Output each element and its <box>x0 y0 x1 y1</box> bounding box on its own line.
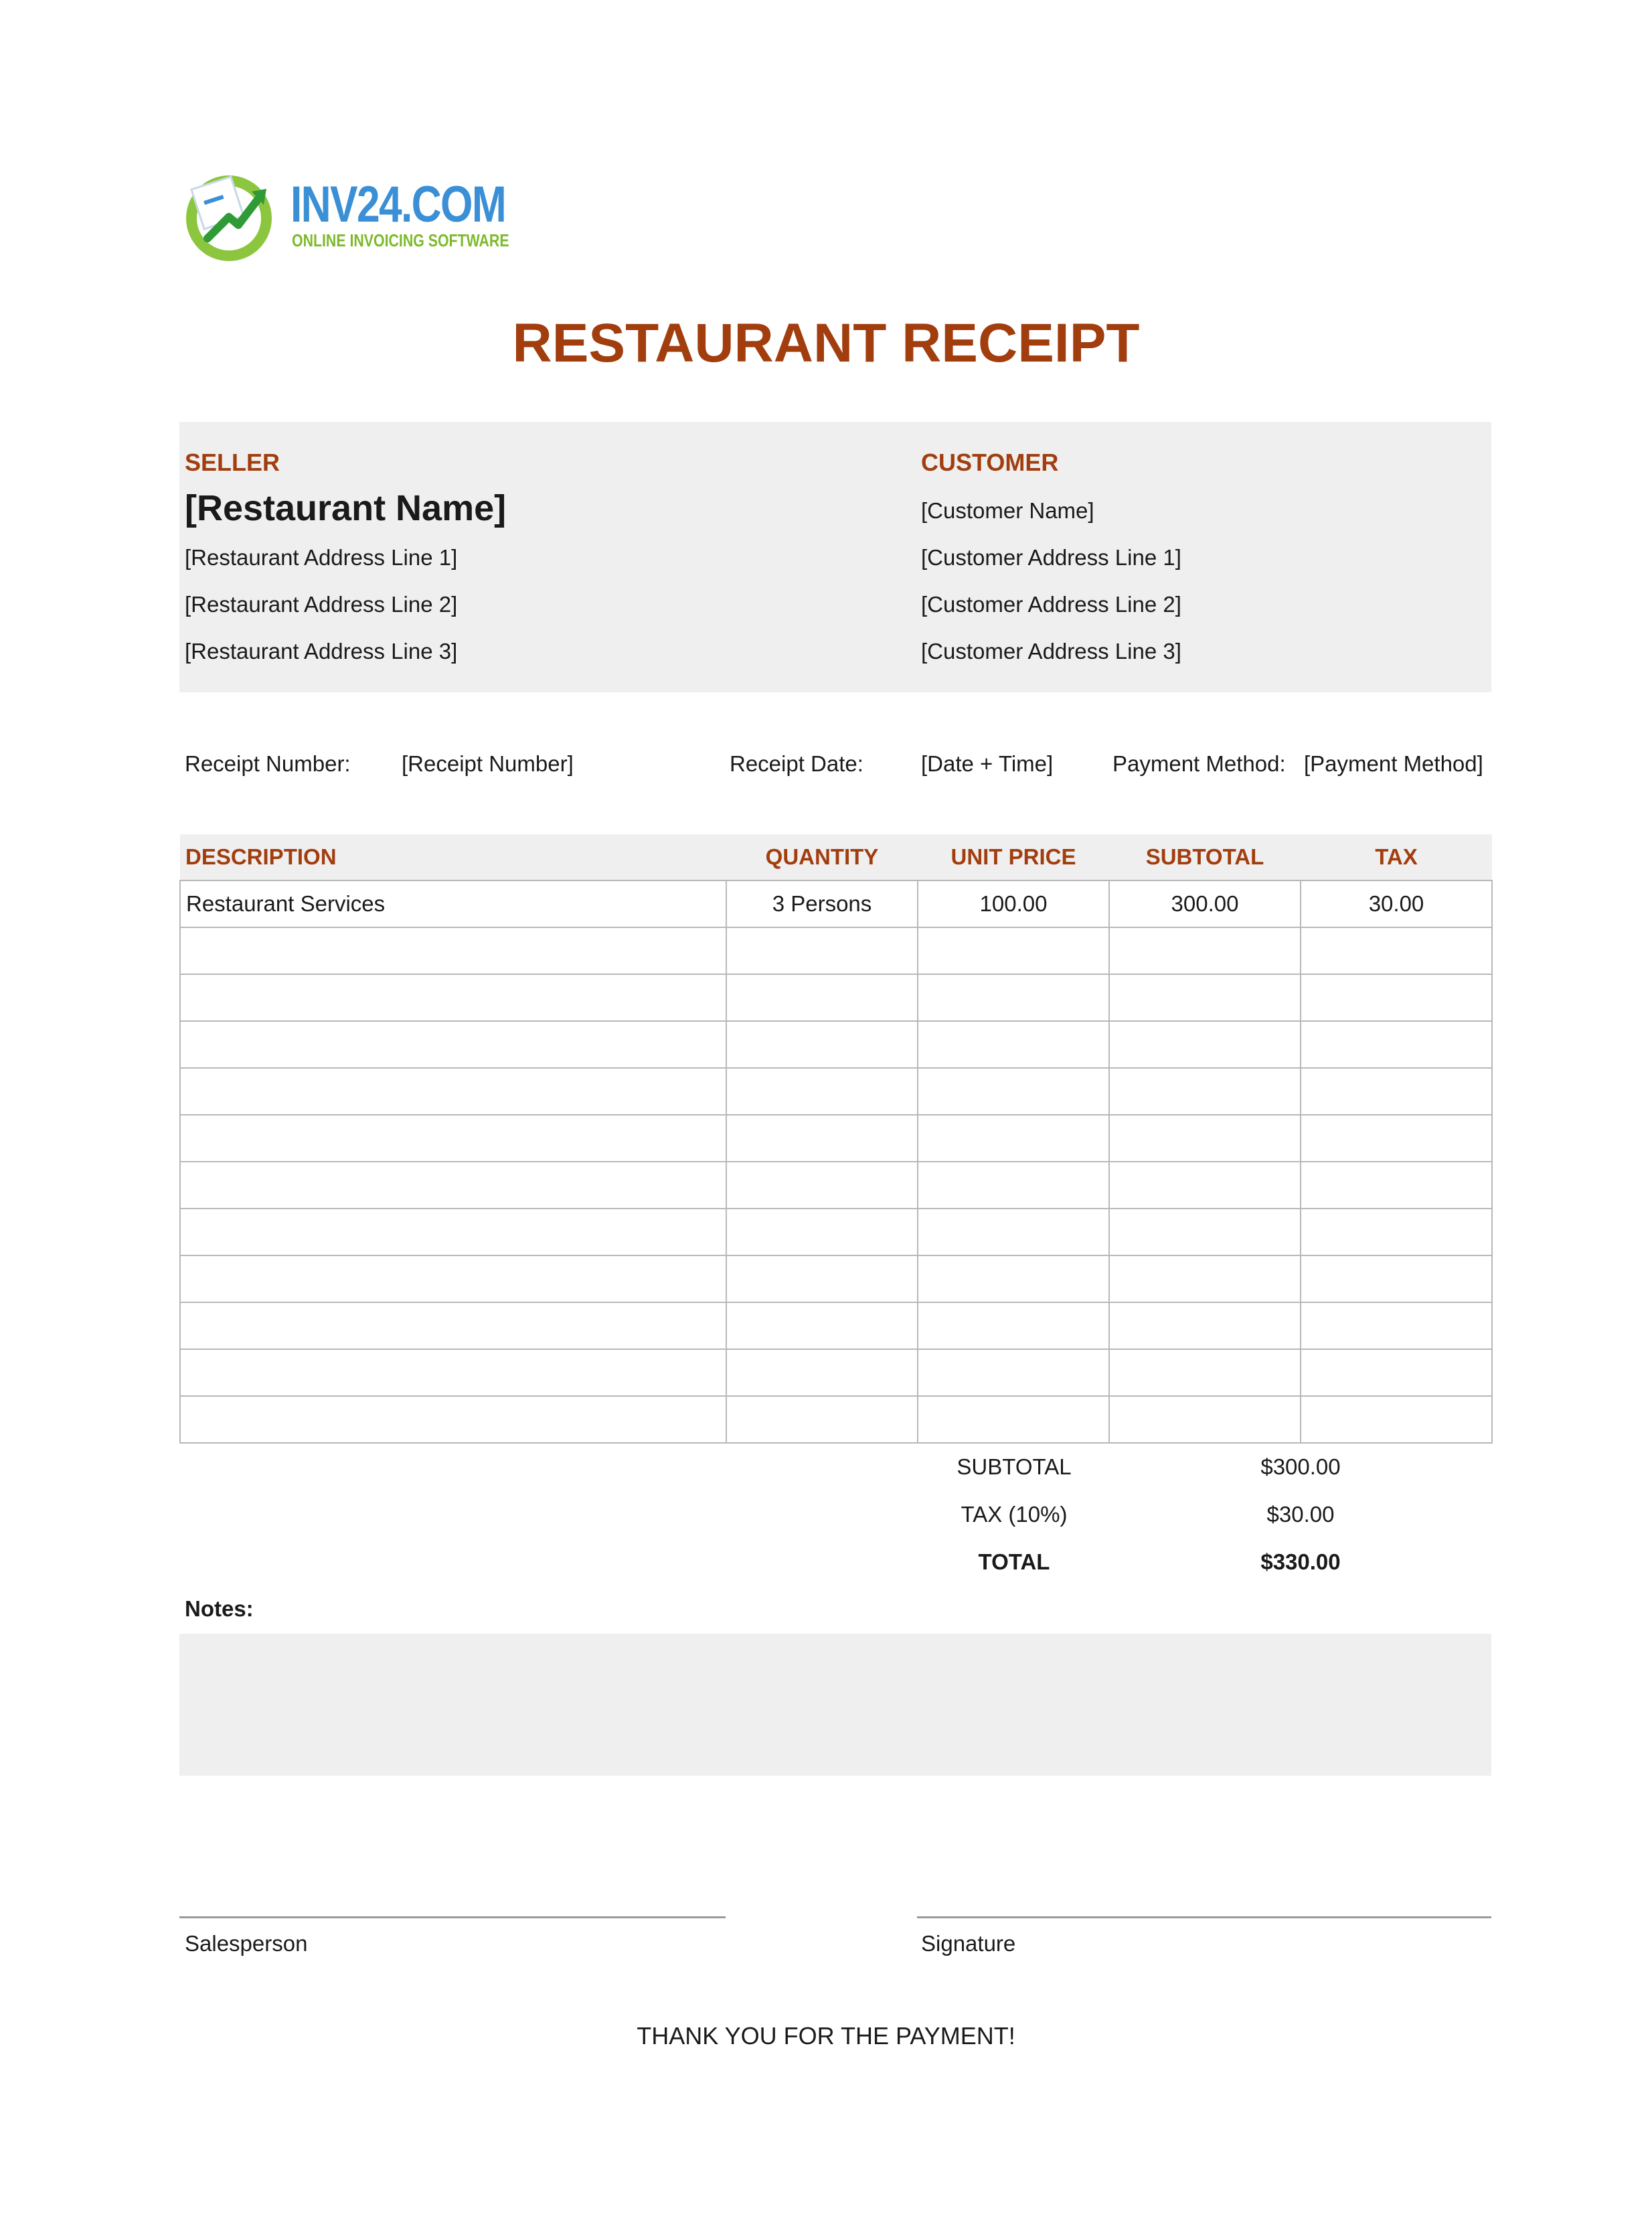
cell-quantity[interactable] <box>726 1349 918 1396</box>
cell-quantity[interactable] <box>726 1209 918 1255</box>
cell-description[interactable] <box>180 974 726 1021</box>
header-subtotal: SUBTOTAL <box>1109 834 1301 880</box>
cell-quantity[interactable] <box>726 1115 918 1162</box>
salesperson-label: Salesperson <box>185 1931 308 1956</box>
subtotal-value: $300.00 <box>1260 1454 1341 1479</box>
cell-description[interactable] <box>180 927 726 974</box>
table-row <box>180 1068 1492 1115</box>
subtotal-label: SUBTOTAL <box>957 1454 1072 1479</box>
cell-tax[interactable] <box>1301 1302 1492 1349</box>
cell-unit-price[interactable] <box>918 1068 1109 1115</box>
cell-description[interactable] <box>180 1068 726 1115</box>
cell-tax[interactable] <box>1301 1255 1492 1302</box>
seller-address-line-1: [Restaurant Address Line 1] <box>185 545 458 570</box>
cell-tax[interactable] <box>1301 974 1492 1021</box>
cell-tax[interactable] <box>1301 1209 1492 1255</box>
payment-method-value: [Payment Method] <box>1304 751 1483 776</box>
seller-label: SELLER <box>185 449 280 476</box>
cell-description[interactable]: Restaurant Services <box>180 880 726 927</box>
table-row <box>180 1115 1492 1162</box>
page-title: RESTAURANT RECEIPT <box>512 313 1140 374</box>
cell-description[interactable] <box>180 1115 726 1162</box>
cell-subtotal[interactable] <box>1109 1396 1301 1443</box>
cell-unit-price[interactable] <box>918 1021 1109 1068</box>
cell-subtotal[interactable] <box>1109 1209 1301 1255</box>
cell-unit-price[interactable]: 100.00 <box>918 880 1109 927</box>
cell-unit-price[interactable] <box>918 1162 1109 1209</box>
customer-address-line-2: [Customer Address Line 2] <box>921 592 1181 617</box>
header-quantity: QUANTITY <box>726 834 918 880</box>
cell-subtotal[interactable] <box>1109 927 1301 974</box>
cell-unit-price[interactable] <box>918 1255 1109 1302</box>
table-row <box>180 1255 1492 1302</box>
cell-quantity[interactable] <box>726 1255 918 1302</box>
cell-unit-price[interactable] <box>918 1115 1109 1162</box>
cell-tax[interactable] <box>1301 1115 1492 1162</box>
cell-quantity[interactable] <box>726 974 918 1021</box>
cell-description[interactable] <box>180 1021 726 1068</box>
customer-address-line-1: [Customer Address Line 1] <box>921 545 1181 570</box>
cell-quantity[interactable] <box>726 1068 918 1115</box>
cell-subtotal[interactable] <box>1109 1255 1301 1302</box>
seller-address-line-3: [Restaurant Address Line 3] <box>185 639 458 664</box>
header-description: DESCRIPTION <box>180 834 726 880</box>
cell-unit-price[interactable] <box>918 927 1109 974</box>
tax-label: TAX (10%) <box>961 1502 1068 1527</box>
cell-quantity[interactable] <box>726 927 918 974</box>
receipt-number-label: Receipt Number: <box>185 751 351 776</box>
header-tax: TAX <box>1301 834 1492 880</box>
cell-tax[interactable] <box>1301 1021 1492 1068</box>
cell-tax[interactable] <box>1301 927 1492 974</box>
table-header-row <box>180 834 1492 880</box>
receipt-date-label: Receipt Date: <box>730 751 863 776</box>
cell-quantity[interactable] <box>726 1302 918 1349</box>
seller-name: [Restaurant Name] <box>185 488 507 528</box>
cell-quantity[interactable]: 3 Persons <box>726 880 918 927</box>
table-row <box>180 927 1492 974</box>
notes-box[interactable] <box>179 1634 1491 1776</box>
cell-subtotal[interactable] <box>1109 1068 1301 1115</box>
cell-unit-price[interactable] <box>918 1349 1109 1396</box>
logo-tagline: ONLINE INVOICING SOFTWARE <box>292 230 509 250</box>
table-row <box>180 880 1492 927</box>
customer-address-line-3: [Customer Address Line 3] <box>921 639 1181 664</box>
logo-wordmark: INV24.COM <box>291 176 506 233</box>
header-unit-price: UNIT PRICE <box>918 834 1109 880</box>
items-table <box>179 834 1493 1444</box>
cell-description[interactable] <box>180 1396 726 1443</box>
cell-tax[interactable] <box>1301 1396 1492 1443</box>
cell-quantity[interactable] <box>726 1021 918 1068</box>
cell-subtotal[interactable] <box>1109 1162 1301 1209</box>
receipt-number-value: [Receipt Number] <box>402 751 574 776</box>
total-value: $330.00 <box>1260 1549 1341 1574</box>
cell-subtotal[interactable] <box>1109 1021 1301 1068</box>
thank-you-message: THANK YOU FOR THE PAYMENT! <box>637 2022 1015 2050</box>
customer-label: CUSTOMER <box>921 449 1059 476</box>
cell-description[interactable] <box>180 1162 726 1209</box>
salesperson-line <box>179 1916 726 1918</box>
cell-unit-price[interactable] <box>918 974 1109 1021</box>
cell-tax[interactable] <box>1301 1349 1492 1396</box>
table-row <box>180 1349 1492 1396</box>
cell-subtotal[interactable]: 300.00 <box>1109 880 1301 927</box>
cell-unit-price[interactable] <box>918 1209 1109 1255</box>
cell-quantity[interactable] <box>726 1162 918 1209</box>
logo-icon <box>182 170 276 264</box>
tax-value: $30.00 <box>1266 1502 1335 1527</box>
signature-line <box>917 1916 1491 1918</box>
cell-unit-price[interactable] <box>918 1302 1109 1349</box>
table-row <box>180 974 1492 1021</box>
notes-label: Notes: <box>185 1596 254 1621</box>
seller-address-line-2: [Restaurant Address Line 2] <box>185 592 458 617</box>
table-row <box>180 1162 1492 1209</box>
customer-name: [Customer Name] <box>921 498 1094 523</box>
receipt-date-value: [Date + Time] <box>921 751 1054 776</box>
cell-tax[interactable] <box>1301 1162 1492 1209</box>
signature-label: Signature <box>921 1931 1016 1956</box>
table-row <box>180 1302 1492 1349</box>
cell-subtotal[interactable] <box>1109 974 1301 1021</box>
cell-subtotal[interactable] <box>1109 1349 1301 1396</box>
cell-description[interactable] <box>180 1255 726 1302</box>
total-label: TOTAL <box>978 1549 1050 1574</box>
cell-description[interactable] <box>180 1209 726 1255</box>
cell-subtotal[interactable] <box>1109 1115 1301 1162</box>
cell-tax[interactable]: 30.00 <box>1301 880 1492 927</box>
cell-description[interactable] <box>180 1302 726 1349</box>
payment-method-label: Payment Method: <box>1112 751 1286 776</box>
cell-description[interactable] <box>180 1349 726 1396</box>
cell-unit-price[interactable] <box>918 1396 1109 1443</box>
cell-quantity[interactable] <box>726 1396 918 1443</box>
cell-subtotal[interactable] <box>1109 1302 1301 1349</box>
table-row <box>180 1396 1492 1443</box>
table-row <box>180 1209 1492 1255</box>
table-row <box>180 1021 1492 1068</box>
cell-tax[interactable] <box>1301 1068 1492 1115</box>
